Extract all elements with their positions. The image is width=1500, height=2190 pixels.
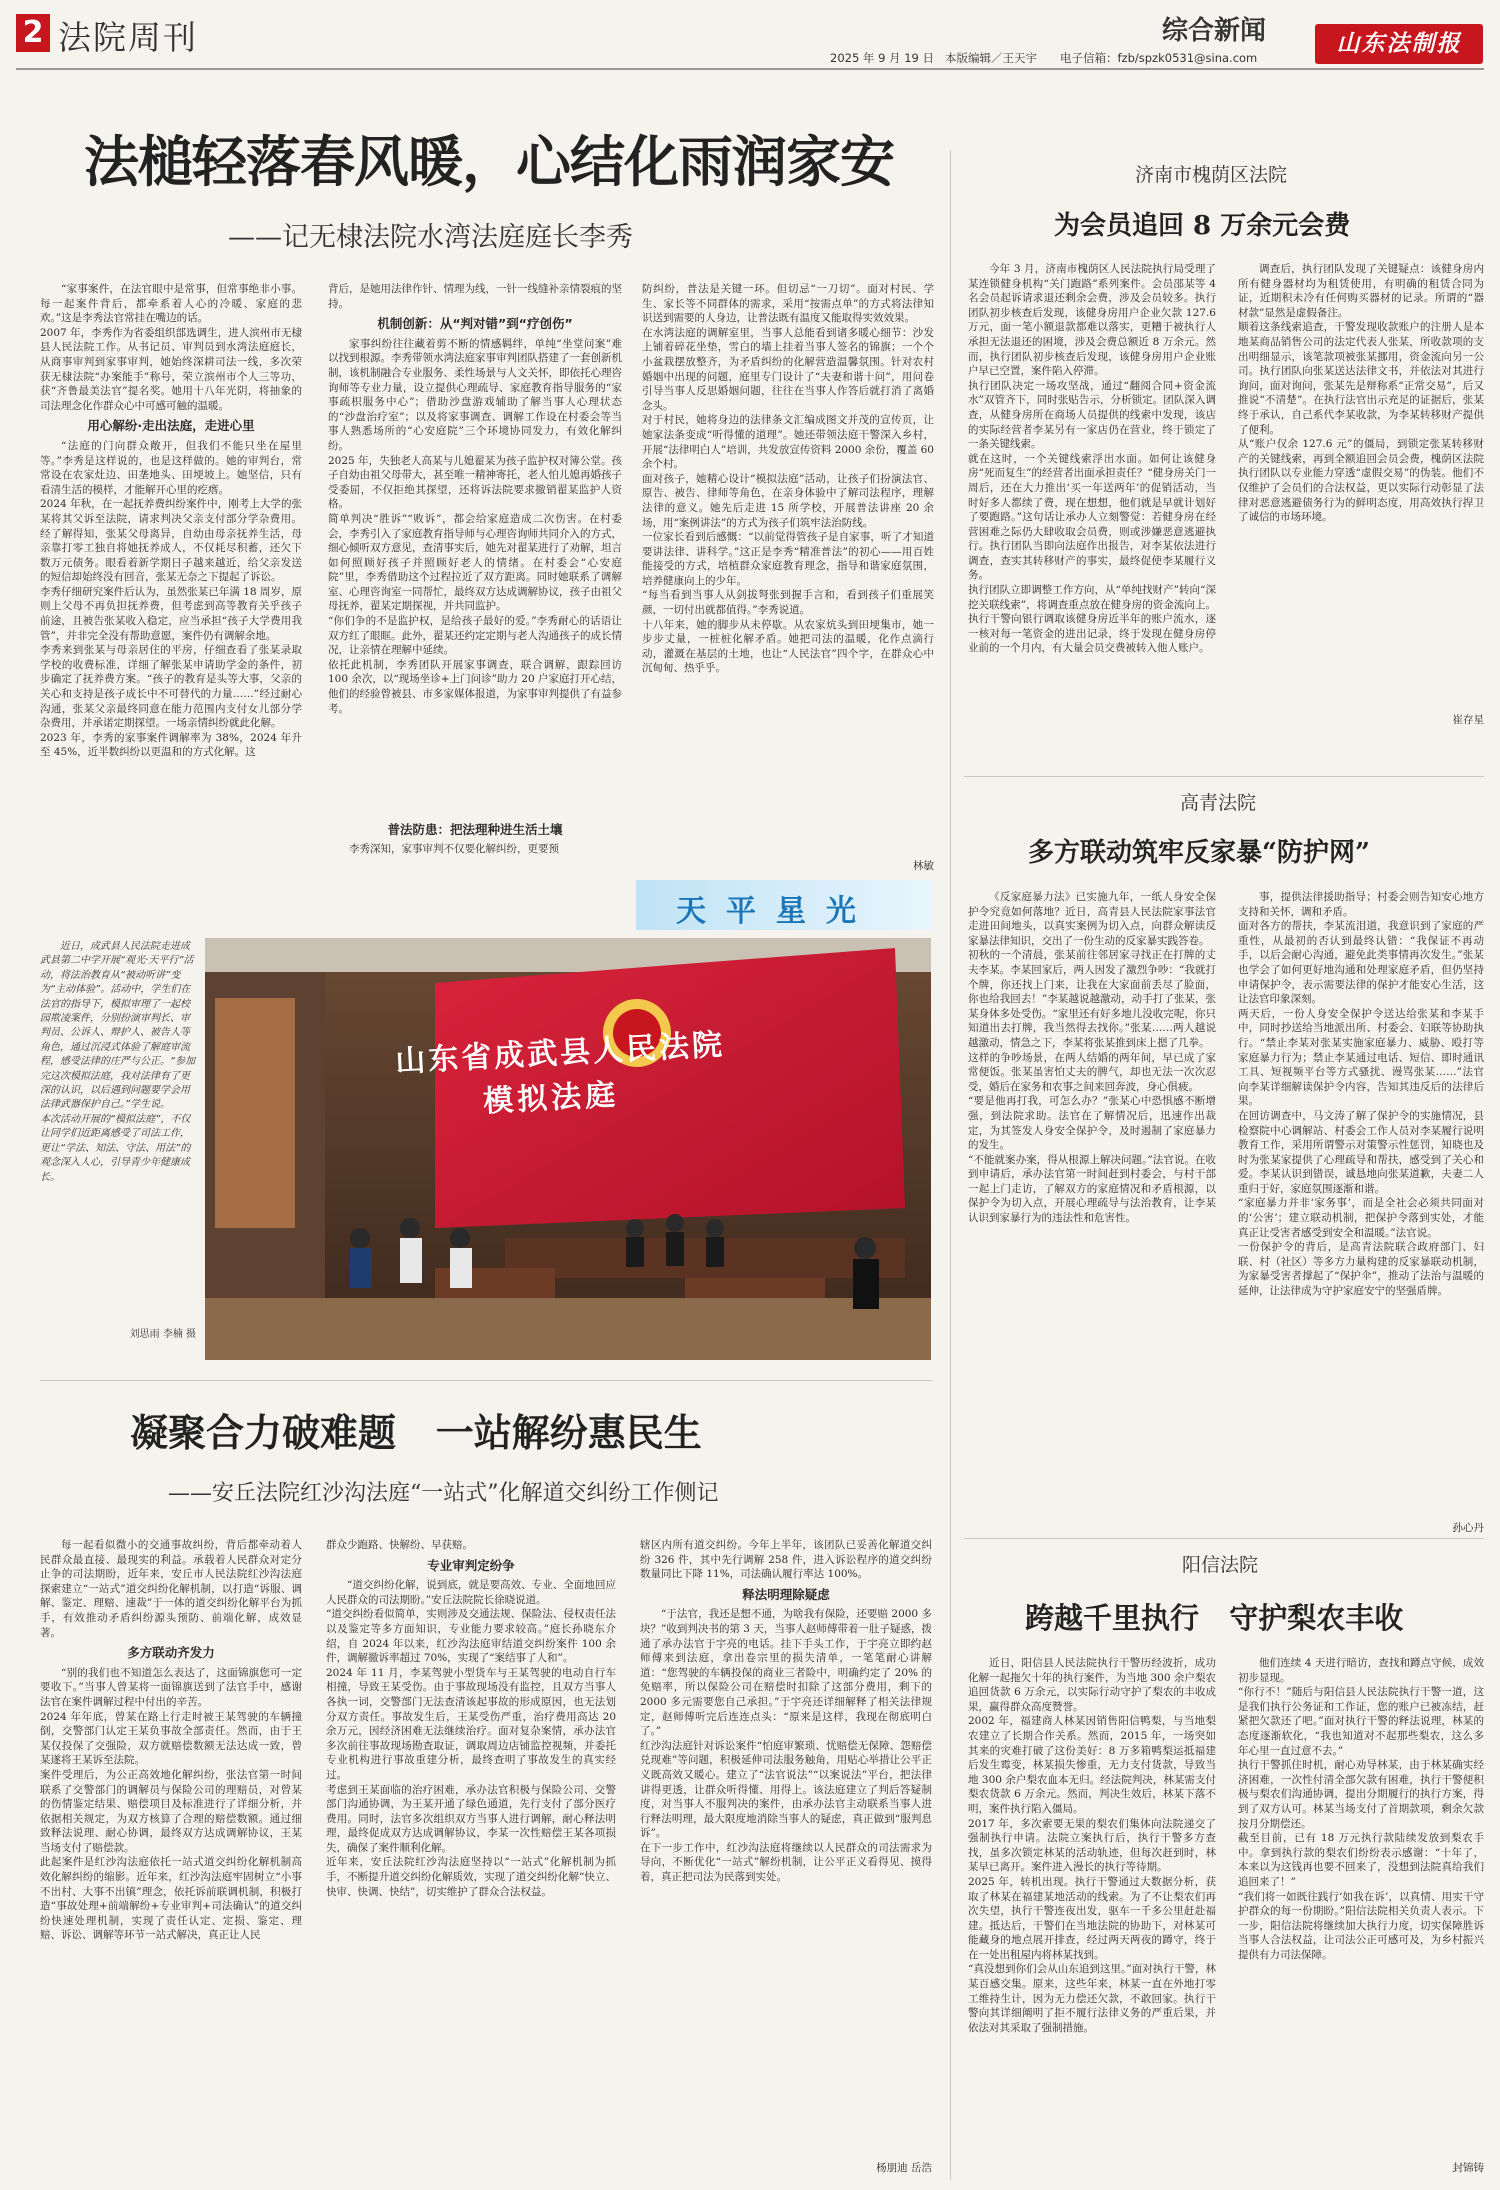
article-1-column-3 (642, 282, 934, 860)
article-5-kicker: 阳信法院 (1182, 1554, 1259, 1576)
article-5-column-1 (968, 1656, 1216, 2174)
article-3-title: 多方联动筑牢反家暴“防护网” (1028, 838, 1370, 868)
email: 电子信箱：fzb/spzk0531@sina.com (1060, 51, 1258, 65)
page-number-badge (16, 14, 50, 52)
article-3-col1-text: 《反家庭暴力法》已实施九年，一纸人身安全保护令究竟如何落地？近日，高青县人民法院家事法官走进田间地头，以真实案例为切入点，向群众解读反家暴法律知识，交出了一份生动的反家暴实践答卷。 初秋的一个清晨，张某前往邻居家寻找正在打牌的丈夫李某。李某回家后，两人因发了激烈争吵：“我就打个牌，你还找上门来，让我在大家面前丢尽了脸面，你也给我回去！”李某越说越激动，动手打了张某，张某身体多处受伤。“家里还有好多地儿没收完呢，你只知道出去打牌，我当然得去找你。”张某……两人越说越激动，情急之下，李某将张某推到床上摁了几拳。 这样的争吵场景，在两人结婚的两年间，早已成了家常便饭。张某虽害怕丈夫的脾气，却也无法一次次忍受，婚后在家务和农事之间来回奔波，身心俱疲。 “要是他再打我，可怎么办？”张某心中恐惧感不断增强，到法院求助。法官在了解情况后，迅速作出裁定，为其签发人身安全保护令，及时遏制了家庭暴力的发生。 “不能就案办案，得从根源上解决问题。”法官说。在收到申请后，承办法官第一时间赶到村委会，与村干部一起上门走访，了解双方的家庭情况和矛盾根源，以保护令为切入点，开展心理疏导与法治教育，让李某认识到家暴行为的违法性和危害性。 (968, 891, 1216, 1225)
article-2-col1-text: 今年 3 月，济南市槐荫区人民法院执行局受理了某连锁健身机构“关门跑路”系列案件。会员邵某等 4 名会员起诉请求退还剩余会费，涉及会员较多。执行团队初步核查后发现，该健身房用户企业欠款 127.6 万元，面一笔小额退款都难以落实，更糟于被执行人承担无法退还的困境，涉及会费总额近 8 万余元。然而，执行团队初步核查后发现，该健身房用户企业账户早已空置，案件陷入停滞。 执行团队决定一场攻坚战，通过“翻阅合同+资金流水”双管齐下，同时张贴告示，分析锁定。团队深入调查，从健身房所在商场人员提供的线索中发现，该店的实际经营者李某另有一家店仍在营业，终于锁定了一条关键线索。 就在这时，一个关键线索浮出水面。如何让该健身房“死而复生”的经营者出面承担责任？“健身房关门一周后，还在大力推出‘买一年送两年’的促销活动，当时好多人都续了费，现在想想，他们就是早就计划好了要跑路。”这句话让承办人立刻警觉：若健身房在经营困难之际仍大肆收取会员费，则或涉嫌恶意逃避执行。执行团队当即向法庭作出报告，对李某依法进行调查，查实其转移财产的事实，最终促使李某履行义务。 执行团队立即调整工作方向，从“单纯找财产”转向“深挖关联线索”，将调查重点放在健身房的资金流向上。执行干警向银行调取该健身房近半年的账户流水，逐一核对每一笔资金的进出记录，终于发现在健身房停业前的一个月内，有大量会员交费被转入他人账户。 (968, 263, 1216, 655)
court-photo (205, 938, 931, 1360)
issue-date: 2025 年 9 月 19 日 (830, 51, 934, 65)
article-4-title: 凝聚合力破难题 一站解纷惠民生 (130, 1410, 702, 1455)
article-5-title: 跨越千里执行 守护梨农丰收 (1025, 1601, 1404, 1635)
article-4-subtitle: ——安丘法院红沙沟法庭“一站式”化解道交纠纷工作侧记 (168, 1481, 719, 1506)
section-divider-middle (40, 1380, 932, 1381)
article-3-column-2 (1238, 890, 1484, 1518)
article-5-col1-text: 近日，阳信县人民法院执行干警历经波折，成功化解一起拖欠十年的执行案件，为当地 300 余户梨农追回货款 6 万余元，以实际行动守护了梨农的丰收成果，赢得群众高度赞誉。 2002 年，福建商人林某因销售阳信鸭梨，与当地梨农建立了长期合作关系。然而，2015 年，一场突如其来的灾难打破了这份美好：8 万多箱鸭梨运抵福建后发生霉变，林某损失惨重，无力支付货款，导致当地 300 余户梨农血本无归。经法院判决，林某需支付梨农货款 6 万余元。然而，判决生效后，林某下落不明，案件执行陷入僵局。 2017 年，多次索要无果的梨农们集体向法院递交了强制执行申请。法院立案执行后，执行干警多方查找，虽多次锁定林某的活动轨迹，但每次赶到时，林某早已离开。案件进入漫长的执行等待期。 2025 年，转机出现。执行干警通过大数据分析，获取了林某在福建某地活动的线索。为了不让梨农们再次失望，执行干警连夜出发，驱车一千多公里赶赴福建。抵达后，干警们在当地法院的协助下，对林某可能藏身的地点展开排查，经过两天两夜的蹲守，终于在一处出租屋内将林某找到。 “真没想到你们会从山东追到这里。”面对执行干警，林某百感交集。原来，这些年来，林某一直在外地打零工维持生计，因为无力偿还欠款，不敢回家。执行干警向其详细阐明了拒不履行法律义务的严重后果，并依法对其采取了强制措施。 (968, 1657, 1216, 2034)
article-4-subhead-3: 释法明理除疑虑 (742, 1586, 830, 1602)
page-title: 法院周刊 (58, 18, 198, 57)
article-1-subhead-3: 普法防患：把法理种进生活土壤 (387, 821, 563, 837)
article-4-col1-text-a: 每一起看似微小的交通事故纠纷，背后都牵动着人民群众最直接、最现实的利益。承载着人民群众对定分止争的司法期盼，近年来，安丘市人民法院红沙沟法庭探索建立“一站式”道交纠纷化解机制，以打造“诉服、调解、鉴定、理赔、速裁”于一体的道交纠纷化解平台为抓手，有效推动矛盾纠纷源头预防、前端化解，成效显著。 (40, 1539, 302, 1639)
photo-caption: 近日，成武县人民法院走进成武县第二中学开展“观光·天平行”活动，将法治教育从“被动听讲”变为“主动体验”。活动中，学生们在法官的指导下，模拟审理了一起校园欺凌案件，分别扮演审判长、审判员、公诉人、辩护人、被告人等角色，通过沉浸式体验了解庭审流程，感受法律的庄严与公正。“参加完这次模拟法庭，我对法律有了更深的认识，以后遇到问题要学会用法律武器保护自己。”学生说。 本次活动开展的“模拟法庭”，不仅让同学们近距离感受了司法工作，更让“学法、知法、守法、用法”的观念深入人心，引导青少年健康成长。 (40, 941, 196, 1183)
article-1-column-1 (40, 282, 302, 912)
photo-caption-box (40, 940, 196, 1360)
article-3-rule (964, 1538, 1484, 1539)
article-2-kicker: 济南市槐荫区法院 (1135, 164, 1288, 186)
article-4-column-2 (326, 1538, 616, 2178)
article-2-rule (964, 776, 1484, 777)
article-1-subtitle: ——记无棣法院水湾法庭庭长李秀 (228, 222, 633, 253)
article-1-col1-text-b: “法庭的门向群众敞开，但我们不能只坐在屋里等。”李秀是这样说的，也是这样做的。她的审判台，常常设在农家灶边、田垄地头、田埂坡上。她坚信，只有看清生活的模样，才能解开心里的疙瘩。 2024 年秋，在一起抚养费纠纷案件中，刚考上大学的张某将其父诉至法院，请求判决父亲支付部分学杂费用。经了解得知，张某父母离异，自幼由母亲抚养生活，母亲靠打零工独自将她抚养成人，不仅耗尽积蓄，还欠下数万元债务。眼看着新学期日子越来越近，给父亲发送的短信却始终没有回音，张某无奈之下提起了诉讼。 李秀仔细研究案件后认为，虽然张某已年满 18 周岁，原则上父母不再负担抚养费，但考虑到高等教育关乎孩子前途，且被告张某收入稳定，应当承担“孩子大学费用我管”，并非完全没有帮助意愿，案件仍有调解余地。 李秀来到张某与母亲居住的平房，仔细查看了张某录取学校的收费标准，详细了解张某申请助学金的条件，初步确定了抚养费方案。“孩子的教育是头等大事，父亲的关心和支持是孩子成长中不可替代的力量……”经过耐心沟通，张某父亲最终同意在能力范围内支付女儿部分学杂费用，并承诺定期探望。一场亲情纠纷就此化解。 2023 年，李秀的家事案件调解率为 38%，2024 年升至 45%，近半数纠纷以更温和的方式化解。这 (40, 439, 302, 759)
article-5-byline: 封锦铸 (1452, 2162, 1484, 2174)
article-1-byline: 林敏 (913, 860, 934, 872)
article-4-subhead-1: 多方联动齐发力 (127, 1645, 215, 1661)
article-1-col3-text: 防纠纷，普法是关键一环。但切忌“一刀切”。面对村民、学生、家长等不同群体的需求，采用“按需点单”的方式将法律知识送到需要的人身边，让普法既有温度又能取得实效效果。 在水湾法庭的调解室里，当事人总能看到诸多暖心细节：沙发上铺着碎花坐垫，雪白的墙上挂着当事人签名的锦旗；一个个小盆栽摆放整齐，为矛盾纠纷的化解营造温馨氛围。针对农村婚姻中出现的问题，庭里专门设计了“夫妻和谐十问”，用问卷引导当事人反思婚姻问题，往往在当事人作答后就打消了离婚念头。 对于村民，她将身边的法律条文汇编成图文并茂的宣传页，让她家法条变成“听得懂的道理”。她还带领法庭干警深入乡村，开展“法律明白人”培训，共发放宣传资料 2000 余份，覆盖 60 余个村。 面对孩子，她精心设计“模拟法庭”活动，让孩子们扮演法官、原告、被告、律师等角色，在亲身体验中了解司法程序，理解法律的意义。她先后走进 15 所学校，开展普法讲座 20 余场，用“案例讲法”的方式为孩子们筑牢法治防线。 一位家长看到后感慨：“以前觉得管孩子是自家事，听了才知道要讲法律、讲科学。”这正是李秀“精准普法”的初心——用百姓能接受的方式，培植群众家庭教育理念，指导和谐家庭氛围，培养健康向上的少年。 “每当看到当事人从剑拔弩张到握手言和，看到孩子们重展笑颜，一切付出就都值得。”李秀说道。 十八年来，她的脚步从未停歇。从农家炕头到田埂集市，她一步步丈量，一桩桩化解矛盾。她把司法的温暖，化作点滴行动，灌溉在基层的土地，也让“人民法官”四个字，在群众心中沉甸甸、热乎乎。 (642, 283, 934, 675)
masthead-logo (1315, 24, 1483, 64)
article-4-subhead-2: 专业审判定纷争 (427, 1557, 515, 1573)
article-1-col2-text-c: 李秀深知，家事审判不仅要化解纠纷，更要预 (349, 843, 559, 856)
article-4-col3-text-a: 辖区内所有道交纠纷。今年上半年，该团队已妥善化解道交纠纷 326 件，其中先行调解 258 件，进入诉讼程序的道交纠纷数量同比下降 11%，司法确认履行率达 100%。 (640, 1539, 932, 1581)
header-rule (16, 68, 1484, 70)
stars-banner-text: 天平星光 (676, 894, 876, 929)
banner-court-name: 山东省成武县人民法院 (394, 1027, 726, 1080)
article-2-column-1 (968, 262, 1216, 770)
article-1-subhead-2: 机制创新：从“判对错”到“疗创伤” (377, 316, 573, 332)
article-4-col3-text-b: “于法官，我还是想不通，为啥我有保险，还要赔 2000 多块？”收到判决书的第 3 天，当事人赵师傅带着一肚子疑惑，拨通了承办法官于宇亮的电话。挂下手头工作，于宇亮立即约赵师傅来到法庭，拿出卷宗里的损失清单，一笔笔耐心讲解道：“您驾驶的车辆投保的商业三者险中，明确约定了 20% 的免赔率，所以保险公司在赔偿时扣除了这部分费用，剩下的 2000 多元需要您自己承担。”于宇亮还详细解释了相关法律规定，赵师傅听完后连连点头：“原来是这样，我现在彻底明白了。” 红沙沟法庭针对诉讼案件“怕庭审繁琐、忧赔偿无保障、怨赔偿兑现难”等问题，积极延伸司法服务触角，用贴心举措让公平正义既高效又暖心。建立了“法官说法”“以案说法”平台，把法律讲得更透，让群众听得懂、用得上。该法庭建立了判后答疑制度，对当事人不服判决的案件，由承办法官主动联系当事人进行释法明理，最大限度地消除当事人的疑虑，真正做到“服判息诉”。 在下一步工作中，红沙沟法庭将继续以人民群众的司法需求为导向，不断优化“一站式”解纷机制，让公平正义看得见、摸得着，真正把司法为民落到实处。 (640, 1608, 932, 1884)
article-5-col2-text: 他们连续 4 天进行暗访，查找和蹲点守候，成效初步显现。 “你行不！”随后与阳信县人民法院执行干警一道，这是我们执行公务证和工作证，您的账户已被冻结，赶紧把欠款还了吧。”面对执行干警的释法说理，林某的态度逐渐软化，“我也知道对不起那些梨农，这么多年心里一直过意不去。” 执行干警抓住时机，耐心劝导林某，由于林某确实经济困难，一次性付清全部欠款有困难，执行干警便积极与梨农们沟通协调，提出分期履行的执行方案，得到了双方认可。林某当场支付了首期款项，剩余欠款按月分期偿还。 截至目前，已有 18 万元执行款陆续发放到梨农手中。拿到执行款的梨农们纷纷表示感谢：“十年了，本来以为这钱再也要不回来了，没想到法院真给我们追回来了！” “我们将一如既往践行‘如我在诉’，以真情、用实干守护群众的每一份期盼。”阳信法院相关负责人表示。下一步，阳信法院将继续加大执行力度，切实保障胜诉当事人合法权益，让司法公正可感可及，为乡村振兴提供有力司法保障。 (1238, 1657, 1484, 1961)
article-4-byline: 杨朋迪 岳浩 (876, 2162, 932, 2174)
article-1-title: 法槌轻落春风暖，心结化雨润家安 (84, 129, 895, 194)
article-4-col1-text-b: “别的我们也不知道怎么表达了，这面锦旗您可一定要收下。”当事人曾某将一面锦旗送到了法官手中，感谢法官在案件调解过程中付出的辛苦。 2024 年年底，曾某在路上行走时被王某驾驶的车辆撞倒，交警部门认定王某负事故全部责任。然而，由于王某仅投保了交强险，双方就赔偿数额无法达成一致，曾某遂将王某诉至法院。 案件受理后，为公正高效地化解纠纷，张法官第一时间联系了交警部门的调解员与保险公司的理赔员，对曾某的伤情鉴定结果、赔偿项目及标准进行了详细分析，并依据相关规定，为双方核算了合理的赔偿数额。通过细致释法说理、耐心协调，最终双方达成调解协议，王某当场支付了赔偿款。 此起案件是红沙沟法庭依托一站式道交纠纷化解机制高效化解纠纷的缩影。近年来，红沙沟法庭牢固树立“小事不出村、大事不出镇”理念，依托诉前联调机制，积极打造“事故处理+前端解纷+专业审判+司法确认”的道交纠纷快速处理机制，实现了责任认定、定损、鉴定、理赔、诉讼、调解等环节一站式解决，真正让人民 (40, 1666, 302, 1942)
article-2-column-2 (1238, 262, 1484, 722)
article-1-col2-text-b: 家事纠纷往往藏着剪不断的情感羁绊，单纯“坐堂问案”难以找到根源。李秀带领水湾法庭家事审判团队搭建了一套创新机制，该机制融合专业服务、柔性场景与人文关怀，即依托心理咨询师等专业力量，设立提供心理疏导、家庭教育指导服务的“家事疏枳服务中心”；借助沙盘游戏辅助了解当事人心理状态的“沙盘治疗室”；以及将家事调查、调解工作设在村委会等当事人熟悉场所的“心安庭院”三个环境协同发力，有效化解纠纷。 2025 年，失独老人高某与儿媳翟某为孩子监护权对簿公堂。孩子自幼由祖父母带大，甚至唯一精神寄托，老人怕儿媳再婚孩子受委屈，不仅拒绝其探望，还将诉法院要求撤销翟某监护人资格。 简单判决“胜诉”“败诉”，都会给家庭造成二次伤害。在村委会，李秀引入了家庭教育指导师与心理咨询师共同介入的方式，细心倾听双方意见，查清事实后，她先对翟某进行了劝解，坦言如何照顾好孩子并照顾好老人的情绪。在村委会“心安庭院”里，李秀借助这个过程拉近了双方距离。同时她联系了调解室、心理咨询室一同帮忙，最终双方达成调解协议，孩子由祖父母抚养，翟某定期探视，并共同监护。 “你们争的不是监护权，是给孩子最好的爱。”李秀耐心的话语让双方红了眼眶。此外，翟某还约定定期与老人沟通孩子的成长情况，让亲情在理解中延续。 依托此机制，李秀团队开展家事调查，联合调解，跟踪回访 100 余次，以“现场坐诊+上门问诊”助力 20 户家庭打开心结，他们的经验曾被县、市多家媒体报道，为家事审判提供了有益参考。 (328, 337, 622, 715)
column-divider-main (950, 150, 951, 2180)
stars-banner (636, 880, 932, 930)
section-name: 综合新闻 (1162, 16, 1267, 46)
article-5-column-2 (1238, 1656, 1484, 2156)
article-1-col2-text-a: 背后，是她用法律作针、情理为线，一针一线缝补亲情裂痕的坚持。 (328, 283, 622, 310)
article-4-column-3 (640, 1538, 932, 2156)
masthead-text: 山东法制报 (1336, 30, 1462, 57)
article-2-col2-text: 调查后，执行团队发现了关键疑点：该健身房内所有健身器材均为租赁使用，有明确的租赁合同为证，近期积未冷有任何购买器材的记录。所谓的“器材款”显然是虚假备注。 顺着这条线索追查，干警发现收款账户的注册人是本地某商品销售公司的法定代表人张某，所收款项的支出明细显示，该笔款项被张某挪用，资金流向另一公司。执行团队向张某送达法律文书，并依法对其进行询问，面对询问，张某先是辩称系“正常交易”，后又推说“不清楚”。在执行法官出示充足的证据后，张某终于承认，自己系代李某收款，为李某转移财产提供了便利。 从“账户仅余 127.6 元”的僵局，到锁定张某转移财产的关键线索，再到全额追回会员会费，槐荫区法院执行团队以专业能力穿透“虚假交易”的伪装。他们不仅维护了会员们的合法权益，更以实际行动彰显了法律对恶意逃避债务行为的鲜明态度，用高效执行捍卫了诚信的市场环境。 (1238, 263, 1484, 524)
page-number: 2 (22, 15, 44, 50)
article-1-column-2 (328, 282, 622, 912)
editor: 本版编辑／王天宇 (945, 51, 1037, 65)
article-3-column-1 (968, 890, 1216, 1530)
article-4-col2-text-a: 群众少跑路、快解纷、早获赔。 (326, 1539, 473, 1551)
article-2-title: 为会员追回 8 万余元会费 (1054, 211, 1351, 241)
article-2-byline: 崔存星 (1452, 714, 1484, 726)
article-1-col1-text-a: “家事案件，在法官眼中是常事，但常事绝非小事。每一起案件背后，都牵系着人心的冷暖、家庭的悲欢。”这是李秀法官常挂在嘴边的话。 2007 年，李秀作为省委组织部选调生，进人滨州市无棣县人民法院工作。从书记员、审判员到水湾法庭庭长，从商事审判到家事审判，她始终深耕司法一线，多次荣获无棣法院“办案能手”称号，荣立滨州市个人三等功，获“齐鲁最美法官”提名奖。她用十八年光阴，将抽象的司法理念化作群众心中可感可触的温暖。 (40, 283, 302, 412)
photo-credit: 刘思雨 李楠 摄 (129, 1329, 196, 1340)
article-3-kicker: 高青法院 (1180, 792, 1257, 814)
banner-mock-trial: 模拟法庭 (482, 1077, 621, 1120)
article-4-column-1 (40, 1538, 302, 2178)
article-3-col2-text: 事，提供法律援助指导；村委会则告知安心地方支持和关怀，调和矛盾。 面对各方的帮扶，李某流泪道，我意识到了家庭的严重性，从最初的否认到最终认错：“我保证不再动手，以后会耐心沟通，避免此类事情再次发生。”张某也学会了如何更好地沟通和处理家庭矛盾，但仍坚持申请保护令，表示需要法律的保护才能安心生活，这让法官印象深刻。 两天后，一份人身安全保护令送达给张某和李某手中，同时抄送给当地派出所、村委会、妇联等协助执行。“禁止李某对张某实施家庭暴力、威胁、殴打等家庭暴力行为；禁止李某通过电话、短信、即时通讯工具、短视频平台等方式骚扰、谩骂张某……”法官向李某详细解读保护令内容，告知其违反后的法律后果。 在回访调查中，马文涛了解了保护令的实施情况，县检察院中心调解站、村委会工作人员对李某履行说明教育工作，采用所谓警示对策警示性惩罚，知晓也及时为张某家提供了心理疏导和帮扶，感受到了关心和爱。李某认识到错误，诚恳地向张某道歉，夫妻二人重归于好，家庭氛围逐渐和谐。 “家庭暴力并非‘家务事’，而是全社会必须共同面对的‘公害’；建立联动机制，把保护令落到实处，才能真正让受害者感受到安全和温暖。”法官说。 一份保护令的背后，是高青法院联合政府部门、妇联、村（社区）等多方力量构建的反家暴联动机制，为家暴受害者撑起了“保护伞”，推动了法治与温暖的延伸，让法律成为守护家庭安宁的坚强盾牌。 (1238, 891, 1484, 1298)
article-4-col2-text-b: “道交纠纷化解，说到底，就是要高效、专业、全面地回应人民群众的司法期盼。”安丘法院院长徐晓说道。 “道交纠纷看似简单，实则涉及交通法规、保险法、侵权责任法以及鉴定等多方面知识，专业能力要求较高。”庭长孙晓东介绍，自 2024 年以来，红沙沟法庭审结道交纠纷案件 100 余件，调解撤诉率超过 70%，实现了“案结事了人和”。 2024 年 11 月，李某驾驶小型货车与王某驾驶的电动自行车相撞，导致王某受伤。由于事故现场没有监控，且双方当事人各执一词，交警部门无法查清该起事故的形成原因，也无法划分双方责任。事故发生后，王某受伤严重，治疗费用高达 20 余万元，因经济困难无法继续治疗。面对复杂案情，承办法官多次前往事故现场勘查取证，调取周边店铺监控视频，并委托专业机构进行事故重建分析，最终查明了事故发生的真实经过。 考虑到王某面临的治疗困难，承办法官积极与保险公司、交警部门沟通协调，为王某开通了绿色通道，先行支付了部分医疗费用。同时，法官多次组织双方当事人进行调解，耐心释法明理，最终促成双方达成调解协议，李某一次性赔偿王某各项损失，确保了案件顺利化解。 近年来，安丘法院红沙沟法庭坚持以“一站式”化解机制为抓手，不断提升道交纠纷化解质效，实现了道交纠纷化解“快立、快审、快调、快结”，切实维护了群众合法权益。 (326, 1579, 616, 1898)
court-photo-illustration (205, 938, 931, 1360)
article-1-subhead-1: 用心解纷·走出法庭，走进心里 (87, 418, 255, 434)
article-3-byline: 孙心丹 (1452, 1522, 1484, 1534)
